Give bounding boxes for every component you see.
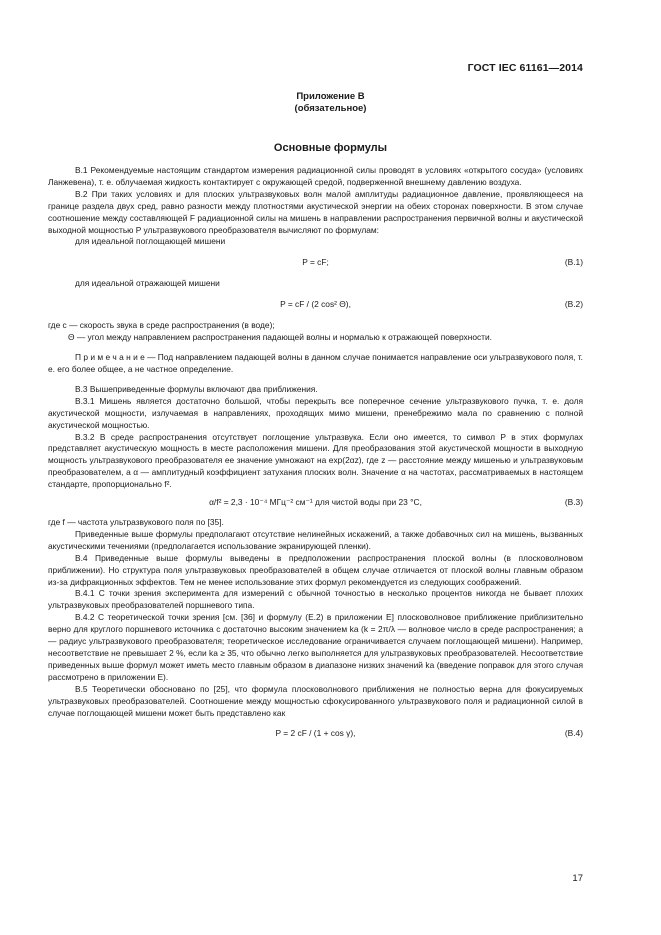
formula-b4 (48, 719, 583, 749)
paragraph-b4: В.4 Приведенные выше формулы выведены в предположении распространения плоской волны (в плосковолновом приближении). Но структура поля ультразвуковых преобразователей в общем случае отличается от плоской волны главным образом из-за дифракционных эффектов. Тем не менее использование этих формул рекомендуется из следующих соображений. (48, 552, 583, 587)
formula-b2-expression: P = cF / (2 cos² Θ), (280, 299, 351, 310)
formula-b4-expression: P = 2 cF / (1 + cos γ), (275, 728, 356, 739)
paragraph-b3-assumptions: Приведенные выше формулы предполагают отсутствие нелинейных искажений, а также добавочных сил на мишень, вызванных акустическими течениями (предполагается использование экранирующей пленки). (48, 528, 583, 551)
document-header: ГОСТ IEC 61161—2014 (467, 62, 583, 74)
where-c: где c — скорость звука в среде распространения (в воде); (48, 320, 275, 331)
paragraph-b3-frequency: где f — частота ультразвукового поля по [35]. (48, 517, 224, 528)
paragraph-b4-2: В.4.2 С теоретической точки зрения [см. [36] и формулу (Е.2) в приложении Е] плосковолновое приближение приблизительно верно для круглого поршневого источника с достаточно высоким значением ka (k = 2π/λ — волновое число в среде распространения; a — радиус ультразвукового преобразователя; теоретическое исследование ограничивается случаем поглощающей мишени). Например, несоответствие не превышает 2 %, если ka ≥ 35, что обычно легко выполняется для ультразвуковых преобразователей. Несоответствие приведенных выше формул может иметь место главным образом в диапазоне низких значений ka (введение поправок для этого случая рассмотрено в приложении Е). (48, 612, 583, 682)
paragraph-b2-reflecting: для идеальной отражающей мишени (75, 278, 220, 289)
paragraph-b3: В.3 Вышеприведенные формулы включают два приближения. (75, 383, 318, 394)
paragraph-b1: В.1 Рекомендуемые настоящим стандартом измерения радиационной силы проводят в условиях «открытого сосуда» (условиях Ланжевена), т. е. облучаемая жидкость контактирует с окружающей средой, подверженной внешнему давлению воздуха. (48, 165, 583, 187)
section-title: Основные формулы (273, 142, 388, 154)
formula-b2-number: (В.2) (564, 299, 583, 310)
formula-b3-expression: α/f² = 2,3 · 10⁻⁴ МГц⁻² см⁻¹ для чистой воды при 23 °С, (209, 497, 422, 508)
appendix-label: Приложение В (296, 91, 365, 102)
formula-b1 (48, 248, 583, 278)
document-body (48, 165, 583, 749)
appendix-type: (обязательное) (294, 103, 367, 114)
formula-b1-expression: P = cF; (302, 257, 329, 268)
paragraph-b5: В.5 Теоретически обосновано по [25], что формула плосковолнового приближения не полностью верна для фокусируемых ультразвуковых преобразователей. Соотношение между мощностью сфокусированного ультразвукового поля и радиационной силой в случае поглощающей мишени может быть представлено как (48, 683, 583, 718)
where-theta: Θ — угол между направлением распространения падающей волны и нормалью к отражающей поверхности. (68, 332, 493, 343)
paragraph-b4-1: В.4.1 С точки зрения эксперимента для измерений с обычной точностью в несколько процентов никогда не бывает плохих ультразвуковых преобразователей поршневого типа. (48, 588, 583, 611)
formula-b3 (48, 491, 583, 517)
formula-b4-number: (В.4) (564, 728, 583, 739)
paragraph-b2-absorbing: для идеальной поглощающей мишени (75, 236, 226, 247)
formula-b3-number: (В.3) (564, 497, 583, 508)
paragraph-b3-1: В.3.1 Мишень является достаточно большой, чтобы перекрыть все поперечное сечение ультразвукового пучка, т. е. доля акустической мощности, излучаемая в направлениях, проходящих мимо мишени, пренебрежимо мала по сравнению с полной акустической мощностью. (48, 395, 583, 430)
formula-b1-number: (В.1) (564, 257, 583, 268)
page-number: 17 (572, 873, 583, 884)
note: П р и м е ч а н и е — Под направлением падающей волны в данном случае понимается направление оси ультразвукового поля, т. е. его более общее, а не частное определение. (48, 352, 583, 374)
paragraph-b3-2: В.3.2 В среде распространения отсутствует поглощение ультразвука. Если оно имеется, то символ P в этих формулах представляет акустическую мощность в месте расположения мишени. Для преобразования этой акустической мощности в выходную мощность ультразвукового преобразователя ее значение умножают на exp(2αz), где z — расстояние между мишенью и ультразвуковым преобразователем, а α — амплитудный коэффициент затухания плоских волн. Значение α на частотах, рассматриваемых в настоящем стандарте, пропорционально f². (48, 431, 583, 490)
formula-b2 (48, 290, 583, 320)
paragraph-b2: В.2 При таких условиях и для плоских ультразвуковых волн малой амплитуды радиационное давление, проявляющееся на границе раздела двух сред, равно разности между плотностями акустической энергии на обеих сторонах поверхности. В этом случае соотношение между составляющей F радиационной силы на мишень в направлении распространения первичной волны и акустической выходной мощностью P ультразвукового преобразователя вычисляют по формулам: (48, 188, 583, 235)
